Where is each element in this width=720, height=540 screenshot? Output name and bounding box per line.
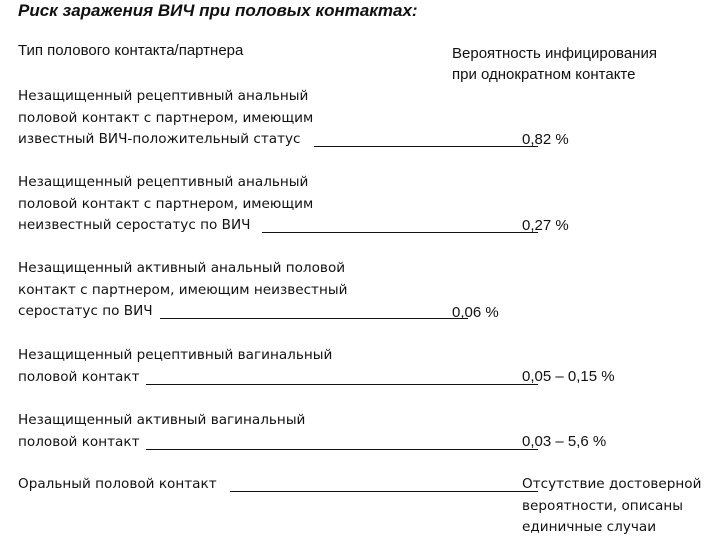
probability-value-line: Отсутствие достоверной [522,476,702,492]
probability-value: 0,03 – 5,6 % [522,433,607,450]
row-text-line: известный ВИЧ-положительный статус [18,131,301,147]
row-text-line: неизвестный серостатус по ВИЧ [18,217,251,233]
column-header-contact-type: Тип полового контакта/партнера [18,42,244,59]
row-text-line: половой контакт [18,433,140,450]
probability-value-line: вероятности, описаны [522,497,683,514]
risk-row [18,410,305,453]
column-header-probability-line2: при однократном контакте [452,66,636,83]
page-title: Риск заражения ВИЧ при половых контактах: [18,1,418,20]
probability-value: 0,05 – 0,15 % [522,368,615,385]
risk-row [18,345,332,388]
leader-line [146,384,538,385]
row-text-line: серостатус по ВИЧ [18,303,153,319]
row-text-line: половой контакт [18,368,140,385]
row-text-line: контакт с партнером, имеющим неизвестный [18,281,348,298]
leader-line [230,491,538,492]
row-text-line: Незащищенный рецептивный анальный [18,174,309,190]
risk-row [18,172,313,237]
leader-line [160,318,468,319]
row-text-line: Незащищенный рецептивный анальный [18,88,309,104]
probability-value [522,474,701,539]
leader-line [314,146,538,147]
row-text-line: Незащищенный активный анальный половой [18,260,346,276]
probability-value-line: единичные случаи [522,519,657,535]
risk-row [18,258,347,323]
column-header-probability [452,43,657,85]
leader-line [146,449,538,450]
probability-value: 0,27 % [522,217,569,234]
row-text-line: Оральный половой контакт [18,476,217,492]
leader-line [262,232,538,233]
row-text-line: Незащищенный рецептивный вагинальный [18,347,333,363]
column-header-probability-line1: Вероятность инфицирования [452,45,657,62]
probability-value: 0,82 % [522,131,569,148]
row-text-line: половой контакт с партнером, имеющим [18,109,314,126]
row-text-line: половой контакт с партнером, имеющим [18,195,314,212]
row-text-line: Незащищенный активный вагинальный [18,412,306,428]
risk-row [18,86,313,151]
risk-row [18,474,217,496]
probability-value: 0,06 % [452,304,499,321]
